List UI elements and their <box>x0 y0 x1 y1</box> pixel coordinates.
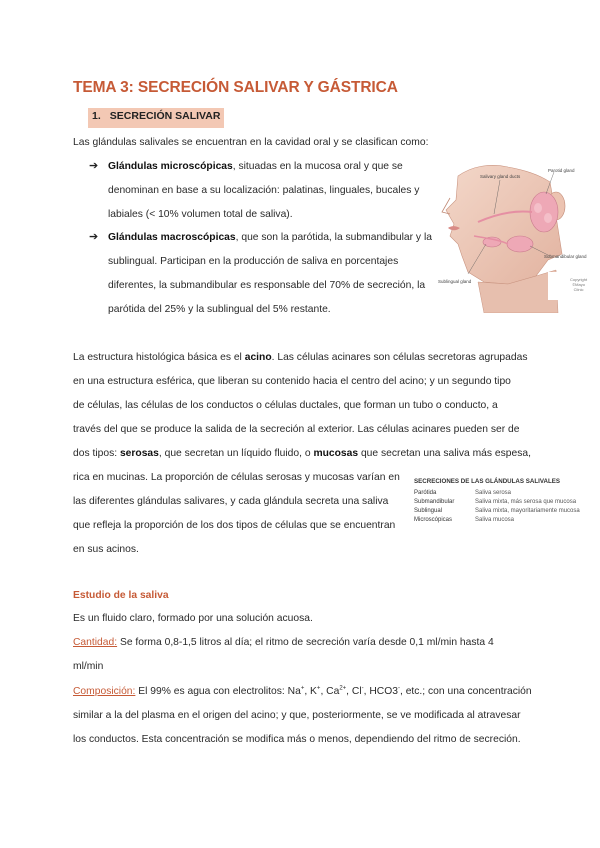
histology-line-5: dos tipos: serosas, que secretan un líquido fluido, o mucosas que secretan una saliva más espesa, <box>73 448 531 459</box>
label-submandibular: Submandibular gland <box>544 254 587 259</box>
histology-line-7: las diferentes glándulas salivares, y cada glándula secreta una saliva <box>73 496 389 507</box>
arrow-bullet-icon: ➔ <box>89 160 99 172</box>
table-row: Microscópicas Saliva mucosa <box>414 517 515 523</box>
bullet-2-line-1: Glándulas macroscópicas, que son la parótida, la submandibular y la <box>108 232 432 243</box>
histology-line-3: de células, las células de los conductos o células ductales, que forman un tubo o conducto, a <box>73 400 498 411</box>
section-heading <box>88 108 224 128</box>
histology-line-2: en una estructura esférica, que liberan su contenido hacia el centro del acino; y un segundo tipo <box>73 376 511 387</box>
bullet-2-line-2: sublingual. Participan en la producción de saliva en porcentajes <box>108 256 399 267</box>
composicion-label: Composición: <box>73 686 136 697</box>
arrow-bullet-icon: ➔ <box>89 231 99 243</box>
label-sublingual: Sublingual gland <box>438 279 472 284</box>
histology-line-1: La estructura histológica básica es el acino. Las células acinares son células secretoras agrupadas <box>73 352 528 363</box>
composicion-line: Composición: El 99% es agua con electrolitos: Na+, K+, $Ca^{2+}$, Cl-, HCO3-, etc.; con una concentración <box>73 685 532 697</box>
secretions-table-title: SECRECIONES DE LAS GLÁNDULAS SALIVALES <box>414 478 560 485</box>
section-number: 1. <box>92 110 101 122</box>
bullet-2-term: Glándulas macroscópicas <box>108 232 236 243</box>
saliva-heading: Estudio de la saliva <box>73 590 169 601</box>
composicion-line-2: similar a la del plasma en el origen del acino; y que, posteriormente, se ve modificada al atravesar <box>73 710 521 721</box>
copyright-mark: Copyright ©Mayo Clinic <box>570 277 588 292</box>
bullet-1-line-1: Glándulas microscópicas, situadas en la mucosa oral y que se <box>108 161 403 172</box>
page-title: TEMA 3: SECRECIÓN SALIVAR Y GÁSTRICA <box>73 79 398 96</box>
histology-line-6: rica en mucinas. La proporción de células serosas y mucosas varían en <box>73 472 400 483</box>
bullet-1-line-3: labiales (< 10% volumen total de saliva). <box>108 209 293 220</box>
histology-line-9: en sus acinos. <box>73 544 139 555</box>
label-salivary-ducts: Salivary gland ducts <box>480 174 521 179</box>
section-label: SECRECIÓN SALIVAR <box>109 110 221 122</box>
bullet-1-line-2: denominan en base a su localización: palatinas, linguales, bucales y <box>108 185 420 196</box>
table-row: Submandibular Saliva mixta, más serosa que mucosa <box>414 499 577 505</box>
cantidad-line-2: ml/min <box>73 661 104 672</box>
cantidad-line: Cantidad: Se forma 0,8-1,5 litros al día; el ritmo de secreción varía desde 0,1 ml/min hasta 4 <box>73 637 494 648</box>
salivary-glands-illustration <box>438 158 590 313</box>
intro-text: Las glándulas salivales se encuentran en la cavidad oral y se clasifican como: <box>73 137 429 148</box>
face-anatomy-drawing <box>438 158 590 313</box>
label-parotid: Parotid gland <box>548 168 575 173</box>
saliva-line-1: Es un fluido claro, formado por una solución acuosa. <box>73 613 313 624</box>
bullet-2-line-4: parótida del 25% y la sublingual del 5% restante. <box>108 304 331 315</box>
histology-line-8: que refleja la proporción de los dos tipos de células que se encuentran <box>73 520 396 531</box>
table-row: Sublingual Saliva mixta, mayoritariamente mucosa <box>414 508 580 514</box>
secretions-table <box>414 478 594 525</box>
table-row: Parótida Saliva serosa <box>414 490 512 496</box>
histology-line-4: través del que se produce la salida de la secreción al exterior. Las células acinares pueden ser de <box>73 424 520 435</box>
cantidad-label: Cantidad: <box>73 637 118 648</box>
composicion-line-3: los conductos. Esta concentración se modifica más o menos, dependiendo del ritmo de secreción. <box>73 734 521 745</box>
bullet-1-term: Glándulas microscópicas <box>108 161 233 172</box>
bullet-2-line-3: diferentes, la submandibular es responsable del 70% de secreción, la <box>108 280 426 291</box>
